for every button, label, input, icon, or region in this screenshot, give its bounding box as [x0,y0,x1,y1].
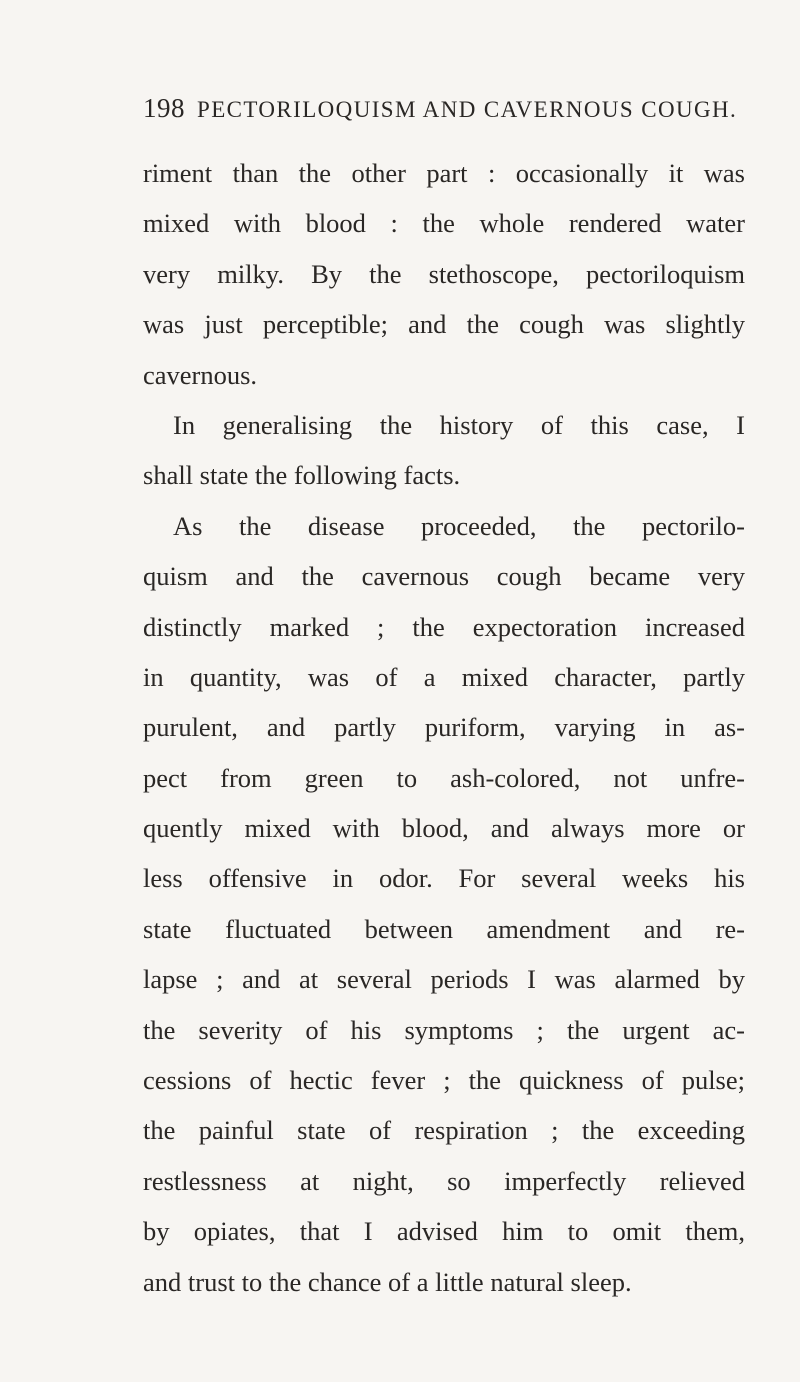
text-line: the severity of his symptoms ; the urgent ac- [143,1014,745,1045]
text-line: state fluctuated between amendment and re- [143,913,745,944]
body-text [143,152,745,1311]
text-line: and trust to the chance of a little natural sleep. [143,1266,632,1297]
text-line: quently mixed with blood, and always more or [143,813,745,844]
text-line: mixed with blood : the whole rendered water [143,208,745,239]
running-title: PECTORILOQUISM AND CAVERNOUS COUGH. [197,97,738,122]
text-line: lapse ; and at several periods I was alarmed by [143,964,745,995]
text-line: cessions of hectic fever ; the quickness of pulse; [143,1065,745,1096]
text-line: less offensive in odor. For several weeks his [143,863,745,894]
text-line: very milky. By the stethoscope, pectoriloquism [143,258,745,289]
text-line: shall state the following facts. [143,460,461,491]
text-line: in quantity, was of a mixed character, partly [143,661,745,692]
text-line: riment than the other part : occasionally it was [143,158,745,188]
text-line: the painful state of respiration ; the exceeding [143,1115,745,1146]
page-number: 198 [143,93,185,123]
text-line: purulent, and partly puriform, varying in as- [143,712,745,743]
text-line: pect from green to ash-colored, not unfre- [143,762,745,793]
text-line: by opiates, that I advised him to omit them, [143,1216,745,1247]
text-line: cavernous. [143,359,258,390]
text-line: restlessness at night, so imperfectly relieved [143,1165,745,1196]
text-line: In generalising the history of this case, I [173,409,745,440]
text-line: distinctly marked ; the expectoration increased [143,611,745,642]
text-line: quism and the cavernous cough became very [143,561,745,592]
running-head [143,93,743,133]
text-line: was just perceptible; and the cough was slightly [143,309,745,340]
text-line: As the disease proceeded, the pectorilo- [173,510,745,541]
